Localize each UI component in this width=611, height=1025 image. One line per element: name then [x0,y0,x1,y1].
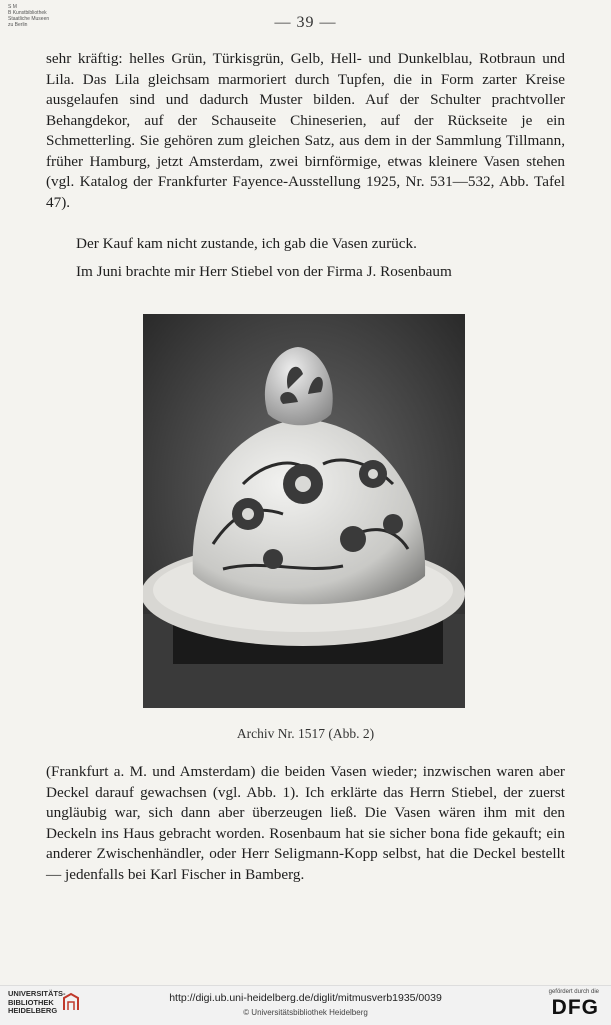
figure-caption: Archiv Nr. 1517 (Abb. 2) [236,726,375,741]
viewer-footer [0,985,611,1025]
paragraph-3 [46,262,565,283]
paragraph-text: Der Kauf kam nicht zustande, ich gab die Vasen zurück. [76,235,417,252]
page-number: — 39 — [274,14,337,31]
lid-photograph [143,314,465,708]
stamp-line: zu Berlin [8,22,28,28]
logo-line: HEIDELBERG [8,1006,58,1016]
logo-line: BIBLIOTHEK [8,997,54,1007]
dfg-logo[interactable]: DFG [551,996,599,1019]
paragraph-4 [46,762,565,885]
paragraph-1 [46,49,565,213]
logo-line: UNIVERSITÄTS- [8,989,66,998]
lidded-vase-cover-icon [143,314,465,708]
paragraph-text: (Frankfurt a. M. und Amsterdam) die beiden Vasen wieder; inzwischen waren aber Deckel darauf gewachsen (vgl. Abb. 1). Ich erklärte das Herrn Stiebel, der zuerst ungläubig war, sich dann aber überzeugen ließ. Die Vasen wären ihm mit den Deckeln ins Haus gebracht worden. Rosenbaum hat sie sicher bona fide gekauft; ein anderer Zwischenhändler, oder Herr Seligmann-Kopp selbst, hat die Deckel bestellt — jedenfalls bei Karl Fischer in Bamberg. [46,763,565,883]
copyright-text: © Universitätsbibliothek Heidelberg [243,1008,368,1017]
paragraph-2 [46,234,565,255]
stamp-line: B Kunstbibliothek [8,10,47,16]
paragraph-text: Im Juni brachte mir Herr Stiebel von der Firma J. Rosenbaum [76,263,452,280]
paragraph-text: sehr kräftig: helles Grün, Türkisgrün, Gelb, Hell- und Dunkelblau, Rotbraun und Lila. Das Lila gleichsam marmoriert durch Tupfen, die in Form zarter Kreise ausgelaufen sind und dadurch Muster bilden. Auf der Schulter prachtvoller Behangdekor, auf der Schauseite Chineserien, auf der Rückseite je ein Schmetterling. Sie gehören zum gleichen Satz, aus dem in der Sammlung Tillmann, früher Hamburg, jetzt Amsterdam, zwei birnförmige, etwas kleinere Vasen stehen (vgl. Katalog der Frankfurter Fayence-Ausstellung 1925, Nr. 531—532, Abb. Tafel 47). [46,50,565,211]
permalink-url[interactable]: http://digi.ub.uni-heidelberg.de/diglit/mitmusverb1935/0039 [169,992,442,1004]
stamp-line: S M [8,4,17,10]
stamp-line: Staatliche Museen [8,16,50,22]
funded-by-text: gefördert durch die [548,989,599,995]
